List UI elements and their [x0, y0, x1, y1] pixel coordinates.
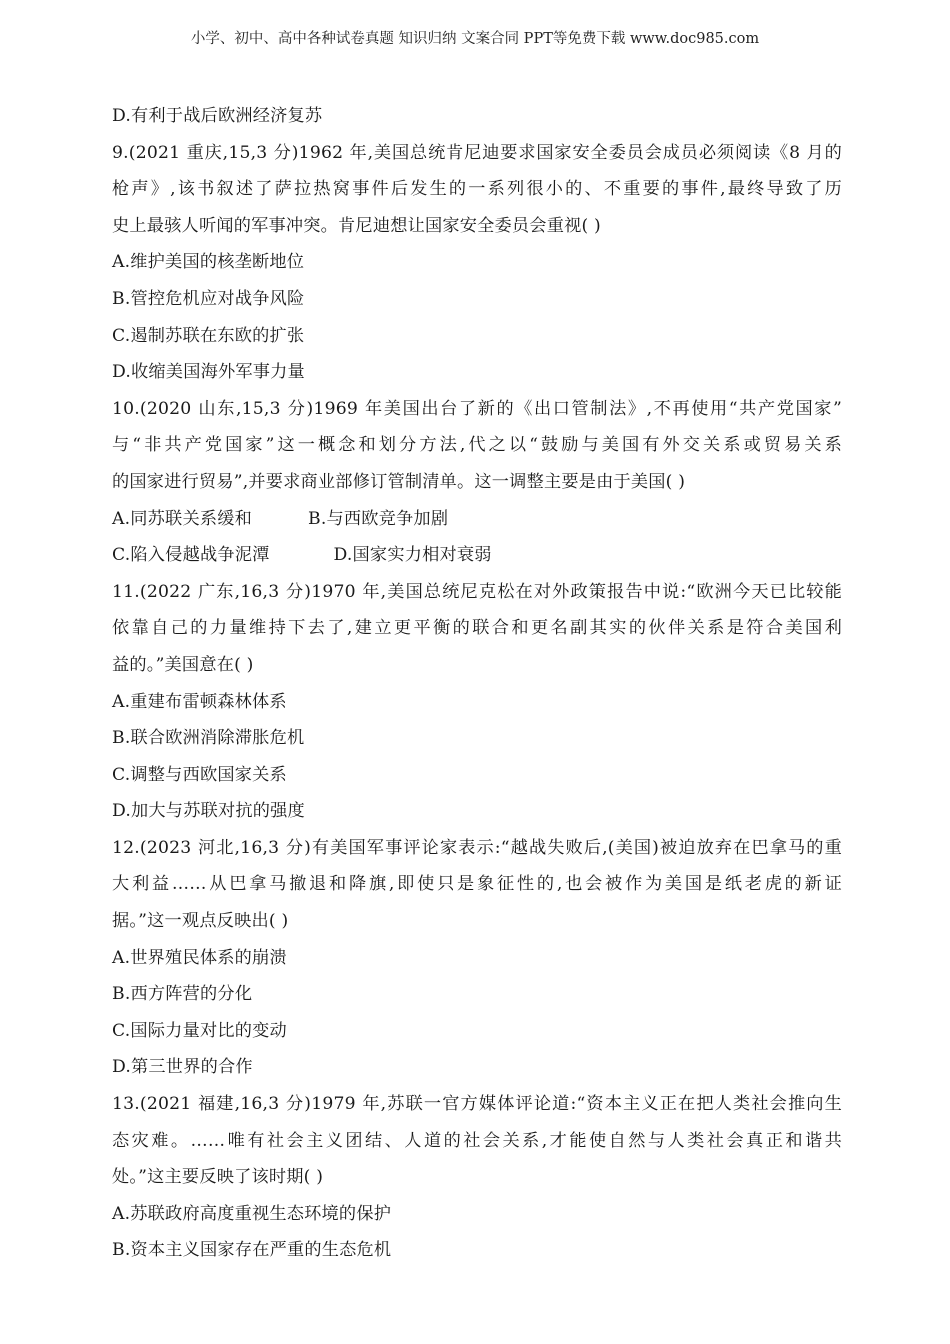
q10-options-row-2 — [112, 537, 842, 574]
q13-stem-line-1: 13.(2021 福建,16,3 分)1979 年,苏联一官方媒体评论道:“资本主义正在把人类社会推向生 — [112, 1094, 842, 1115]
q9-stem-line-2: 枪声》,该书叙述了萨拉热窝事件后发生的一系列很小的、不重要的事件,最终导致了历 — [112, 179, 842, 200]
q11-stem-line-2: 依靠自己的力量维持下去了,建立更平衡的联合和更名副其实的伙伴关系是符合美国利 — [112, 618, 842, 639]
q10-option-a: A.同苏联关系缓和 — [112, 508, 252, 529]
q9-option-a: A.维护美国的核垄断地位 — [112, 252, 305, 273]
q9-option-c: C.遏制苏联在东欧的扩张 — [112, 325, 305, 346]
q9-stem-line-1: 9.(2021 重庆,15,3 分)1962 年,美国总统肯尼迪要求国家安全委员会成员必须阅读《8 月的 — [112, 142, 842, 163]
q11-option-d: D.加大与苏联对抗的强度 — [112, 801, 305, 822]
q10-option-d: D.国家实力相对衰弱 — [333, 545, 492, 566]
q13-option-a: A.苏联政府高度重视生态环境的保护 — [112, 1203, 392, 1224]
q12-stem-line-1: 12.(2023 河北,16,3 分)有美国军事评论家表示:“越战失败后,(美国)被迫放弃在巴拿马的重 — [112, 837, 842, 858]
q10-stem-line-3: 的国家进行贸易”,并要求商业部修订管制清单。这一调整主要是由于美国( ) — [112, 471, 686, 492]
q9-option-b: B.管控危机应对战争风险 — [112, 288, 305, 309]
q11-stem-line-3: 益的。”美国意在( ) — [112, 654, 254, 675]
question-10 — [112, 391, 842, 574]
q12-option-d: D.第三世界的合作 — [112, 1057, 253, 1078]
question-9 — [112, 135, 842, 391]
q11-option-b: B.联合欧洲消除滞胀危机 — [112, 728, 305, 749]
q12-stem-line-3: 据。”这一观点反映出( ) — [112, 911, 289, 932]
page-header: 小学、初中、高中各种试卷真题 知识归纳 文案合同 PPT等免费下载 www.doc985.com — [190, 31, 760, 47]
q11-option-a: A.重建布雷顿森林体系 — [112, 691, 287, 712]
q10-stem-line-1: 10.(2020 山东,15,3 分)1969 年美国出台了新的《出口管制法》,不再使用“共产党国家” — [112, 398, 842, 419]
q10-options-row-1 — [112, 501, 842, 538]
question-12 — [112, 830, 842, 1086]
q11-option-c: C.调整与西欧国家关系 — [112, 764, 287, 785]
q11-stem-line-1: 11.(2022 广东,16,3 分)1970 年,美国总统尼克松在对外政策报告中说:“欧洲今天已比较能 — [112, 581, 842, 602]
q10-option-b: B.与西欧竞争加剧 — [308, 508, 449, 529]
q13-stem-line-3: 处。”这主要反映了该时期( ) — [112, 1167, 324, 1188]
q13-stem-line-2: 态灾难。……唯有社会主义团结、人道的社会关系,才能使自然与人类社会真正和谐共 — [112, 1130, 842, 1151]
q12-option-c: C.国际力量对比的变动 — [112, 1020, 287, 1041]
question-list — [112, 98, 842, 1269]
question-11 — [112, 574, 842, 830]
prev-option-d: D.有利于战后欧洲经济复苏 — [112, 106, 323, 126]
q13-option-b: B.资本主义国家存在严重的生态危机 — [112, 1240, 392, 1261]
q10-option-c: C.陷入侵越战争泥潭 — [112, 545, 270, 566]
q9-option-d: D.收缩美国海外军事力量 — [112, 362, 305, 383]
q12-option-b: B.西方阵营的分化 — [112, 984, 253, 1005]
q10-stem-line-2: 与“非共产党国家”这一概念和划分方法,代之以“鼓励与美国有外交关系或贸易关系 — [112, 435, 842, 456]
q12-stem-line-2: 大利益……从巴拿马撤退和降旗,即使只是象征性的,也会被作为美国是纸老虎的新证 — [112, 874, 842, 895]
q12-option-a: A.世界殖民体系的崩溃 — [112, 947, 287, 968]
question-13 — [112, 1086, 842, 1269]
q9-stem-line-3: 史上最骇人听闻的军事冲突。肯尼迪想让国家安全委员会重视( ) — [112, 215, 601, 236]
